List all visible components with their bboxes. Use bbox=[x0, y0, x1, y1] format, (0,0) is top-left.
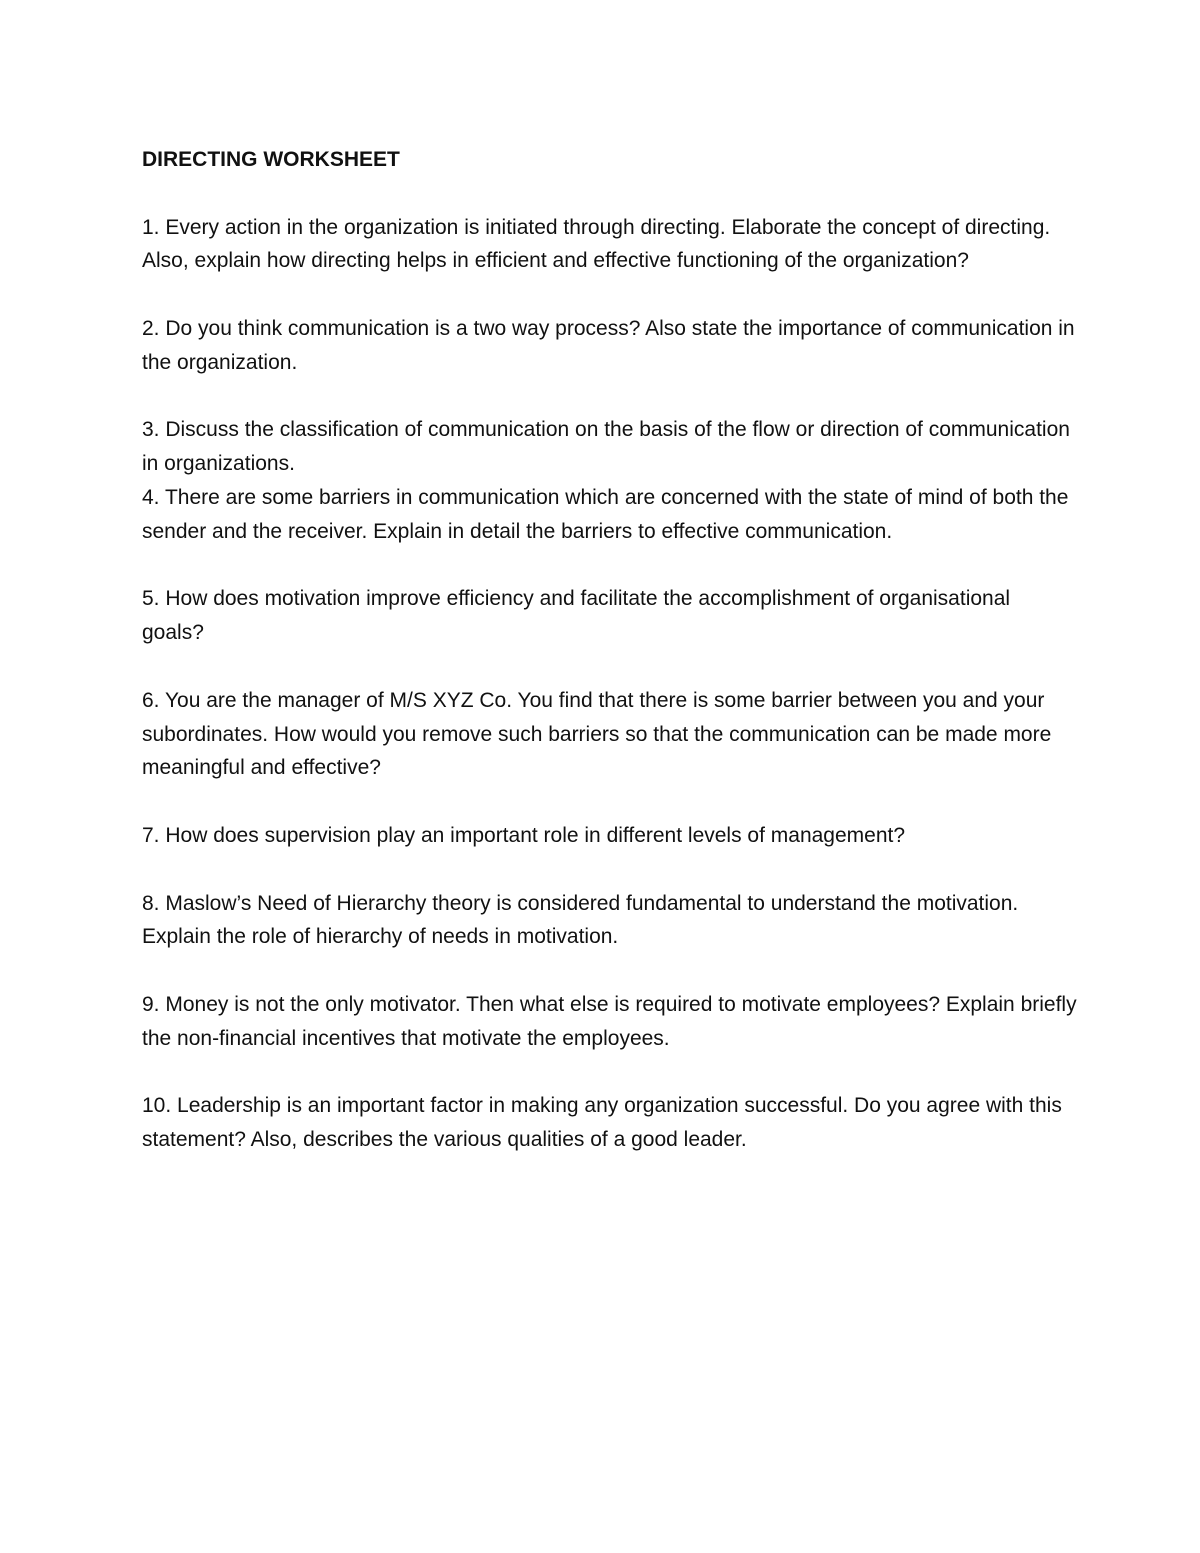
question-5: 5. How does motivation improve efficiency and facilitate the accomplishment of organisational goals? bbox=[142, 587, 1011, 645]
question-9: 9. Money is not the only motivator. Then what else is required to motivate employees? Explain briefly the non-financial incentives that motivate the employees. bbox=[142, 992, 1077, 1050]
spacer bbox=[142, 278, 1077, 312]
question-6: 6. You are the manager of M/S XYZ Co. You find that there is some barrier between you and your subordinates. How would you remove such barriers so that the communication can be made more meaningful and effective? bbox=[142, 688, 1052, 780]
question-10: 10. Leadership is an important factor in making any organization successful. Do you agree with this statement? Also, describes the various qualities of a good leader. bbox=[142, 1094, 1062, 1152]
spacer bbox=[142, 650, 1077, 684]
worksheet-body bbox=[142, 143, 1077, 1157]
question-8: 8. Maslow’s Need of Hierarchy theory is considered fundamental to understand the motivation. Explain the role of hierarchy of needs in motivation. bbox=[142, 891, 1019, 949]
spacer bbox=[142, 380, 1077, 414]
question-1: 1. Every action in the organization is initiated through directing. Elaborate the concept of directing. Also, explain how directing helps in efficient and effective functioning of the organization? bbox=[142, 215, 1051, 273]
spacer bbox=[142, 549, 1077, 583]
spacer bbox=[142, 177, 1077, 211]
spacer bbox=[142, 785, 1077, 819]
spacer bbox=[142, 1056, 1077, 1090]
question-7: 7. How does supervision play an important role in different levels of management? bbox=[142, 823, 906, 847]
spacer bbox=[142, 853, 1077, 887]
worksheet-title: DIRECTING WORKSHEET bbox=[142, 148, 400, 171]
question-3: 3. Discuss the classification of communication on the basis of the flow or direction of communication in organizations. bbox=[142, 418, 1070, 476]
question-2: 2. Do you think communication is a two way process? Also state the importance of communication in the organization. bbox=[142, 316, 1075, 374]
spacer bbox=[142, 954, 1077, 988]
question-4: 4. There are some barriers in communication which are concerned with the state of mind of both the sender and the receiver. Explain in detail the barriers to effective communication. bbox=[142, 485, 1069, 543]
